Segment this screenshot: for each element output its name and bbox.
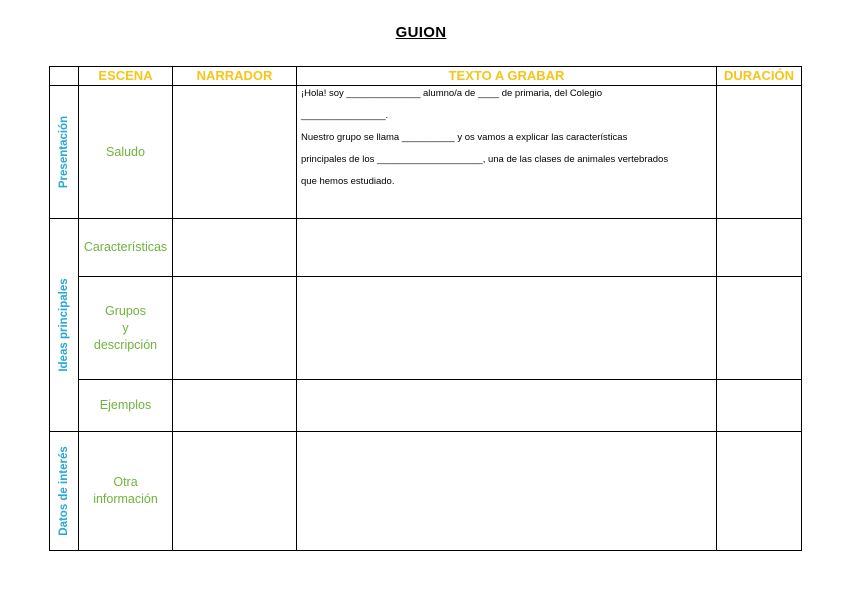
section-datos <box>50 432 79 551</box>
texto-cell-ejemplos[interactable] <box>297 380 717 432</box>
row-grupos <box>50 277 802 380</box>
section-ideas <box>50 219 79 432</box>
corner-cell <box>50 67 79 86</box>
narrador-cell-ejemplos[interactable] <box>173 380 297 432</box>
scene-grupos: Grupos y descripción <box>79 277 173 380</box>
page-title: GUION <box>395 24 447 41</box>
header-texto: TEXTO A GRABAR <box>297 67 717 86</box>
section-datos-label: Datos de interés <box>58 446 70 536</box>
scene-otra: Otra información <box>79 432 173 551</box>
section-presentacion <box>50 86 79 219</box>
duracion-cell-ejemplos[interactable] <box>717 380 802 432</box>
header-duracion: DURACIÓN <box>717 67 802 86</box>
narrador-cell-saludo[interactable] <box>173 86 297 219</box>
header-narrador: NARRADOR <box>173 67 297 86</box>
texto-cell-otra[interactable] <box>297 432 717 551</box>
row-ejemplos <box>50 380 802 432</box>
row-saludo <box>50 86 802 219</box>
row-caracteristicas <box>50 219 802 277</box>
script-table <box>49 66 802 551</box>
duracion-cell-otra[interactable] <box>717 432 802 551</box>
narrador-cell-otra[interactable] <box>173 432 297 551</box>
scene-ejemplos: Ejemplos <box>79 380 173 432</box>
scene-saludo: Saludo <box>79 86 173 219</box>
texto-cell-saludo[interactable] <box>297 86 717 219</box>
texto-cell-grupos[interactable] <box>297 277 717 380</box>
duracion-cell-caracteristicas[interactable] <box>717 219 802 277</box>
section-ideas-label: Ideas principales <box>58 278 70 372</box>
scene-caracteristicas: Características <box>79 219 173 277</box>
section-presentacion-label: Presentación <box>58 115 70 189</box>
narrador-cell-caracteristicas[interactable] <box>173 219 297 277</box>
texto-cell-caracteristicas[interactable] <box>297 219 717 277</box>
texto-saludo-text: ¡Hola! soy ______________ alumno/a de ____ de primaria, del Colegio ________________. Nuestro grupo se llama __________ y os vamos a explicar las características principales de los ____________________, una de las clases de animales vertebrados que hemos estudiado. <box>301 88 669 187</box>
duracion-cell-saludo[interactable] <box>717 86 802 219</box>
narrador-cell-grupos[interactable] <box>173 277 297 380</box>
row-otra <box>50 432 802 551</box>
header-escena: ESCENA <box>79 67 173 86</box>
duracion-cell-grupos[interactable] <box>717 277 802 380</box>
